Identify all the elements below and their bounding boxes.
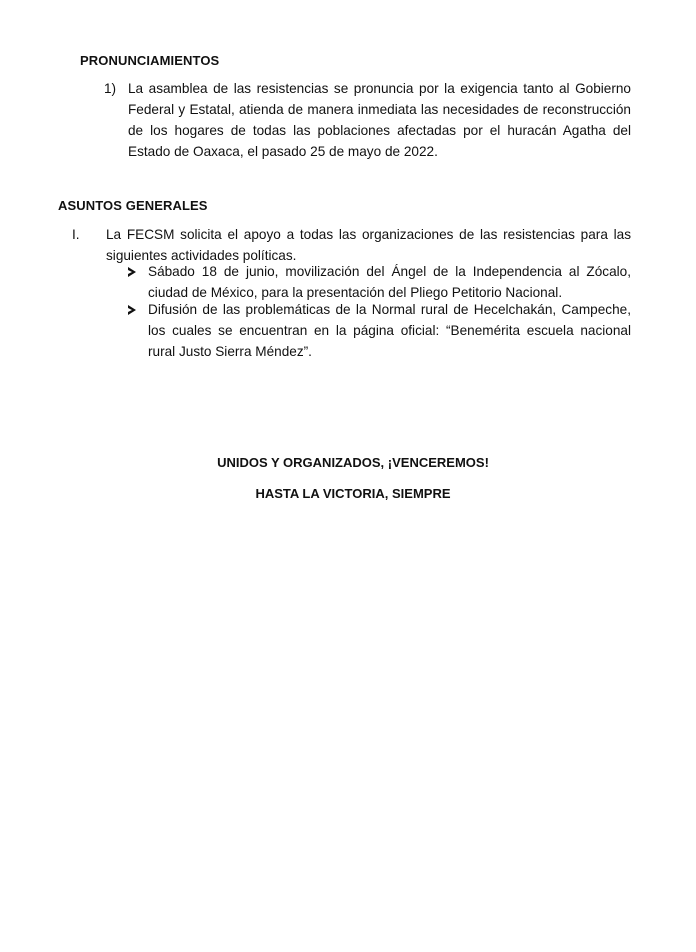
closing-motto: HASTA LA VICTORIA, SIEMPRE xyxy=(255,486,451,501)
section-heading-asuntos-generales: ASUNTOS GENERALES xyxy=(58,198,208,213)
asunto-paragraph: La FECSM solicita el apoyo a todas las organizaciones de las resistencias para las siguientes actividades políticas. xyxy=(106,227,631,263)
roman-list-marker: I. xyxy=(72,227,80,242)
section-heading-pronunciamientos: PRONUNCIAMIENTOS xyxy=(80,53,220,68)
bullet-item-difusion: Difusión de las problemáticas de la Normal rural de Hecelchakán, Campeche, los cuales se encuentran en la página oficial: “Benemérita escuela nacional rural Justo Sierra Méndez”. xyxy=(148,302,631,359)
arrow-bullet-icon xyxy=(128,305,136,315)
list-marker: 1) xyxy=(104,81,117,96)
closing-slogan: UNIDOS Y ORGANIZADOS, ¡VENCEREMOS! xyxy=(217,455,489,470)
arrow-bullet-icon xyxy=(128,267,136,277)
bullet-item-movilizacion: Sábado 18 de junio, movilización del Ángel de la Independencia al Zócalo, ciudad de México, para la presentación del Pliego Petitorio Nacional. xyxy=(148,264,631,300)
pronunciamiento-paragraph: La asamblea de las resistencias se pronuncia por la exigencia tanto al Gobierno Federal y Estatal, atienda de manera inmediata las necesidades de reconstrucción de los hogares de todas las poblaciones afectadas por el huracán Agatha del Estado de Oaxaca, el pasado 25 de mayo de 2022. xyxy=(128,81,631,159)
